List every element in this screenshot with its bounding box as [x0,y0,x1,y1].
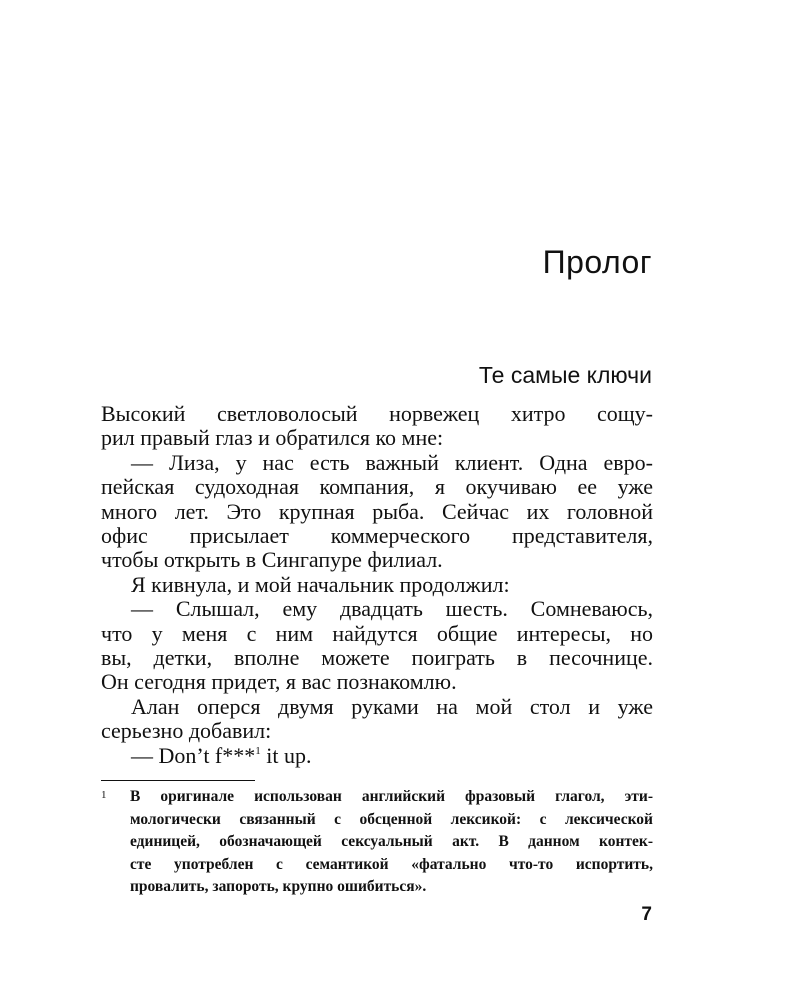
footnote-line: мологически связанный с обсценной лексикой: с лексической [130,810,653,828]
body-line: офис присылает коммерческого представителя, [101,523,653,549]
body-line: серьезно добавил: [101,718,272,744]
body-line: рил правый глаз и обратился ко мне: [101,425,444,451]
body-line: пейская судоходная компания, я окучиваю ее уже [101,474,653,500]
body-line: Он сегодня придет, я вас познакомлю. [101,669,457,695]
footnote-divider [101,780,255,781]
footnote-line: В оригинале использован английский фразовый глагол, эти- [130,788,653,805]
body-line-last [101,744,653,768]
body-line: — Лиза, у нас есть важный клиент. Одна евро- [131,449,653,475]
page-number: 7 [641,904,652,925]
body-line: — Слышал, ему двадцать шесть. Сомневаюсь, [131,596,653,622]
dialogue-text-end: it up. [260,742,312,768]
footnote-text [130,786,653,899]
body-line: Алан оперся двумя руками на мой стол и уже [131,693,653,719]
chapter-title: Пролог [542,244,652,280]
footnote-line: провалить, запороть, крупно ошибиться». [130,878,427,895]
body-line: Я кивнула, и мой начальник продолжил: [131,571,510,597]
body-line: Высокий светловолосый норвежец хитро сощу- [101,401,653,426]
body-line: вы, детки, вполне можете поиграть в песочнице. [101,645,653,671]
footnote-line: единицей, обозначающей сексуальный акт. В данном контек- [130,833,653,850]
footnote-marker: 1 [101,789,107,801]
body-line: много лет. Это крупная рыба. Сейчас их головной [101,498,653,524]
body-line: чтобы открыть в Сингапуре филиал. [101,547,443,573]
body-line: что у меня с ним найдутся общие интересы, но [101,620,653,646]
footnote-line: сте употреблен с семантикой «фатально что-то испортить, [130,855,653,873]
footnote-reference[interactable]: 1 [255,744,261,757]
dialogue-text: — Don’t f*** [131,742,256,768]
body-text [101,402,653,768]
section-title: Те самые ключи [478,362,652,388]
